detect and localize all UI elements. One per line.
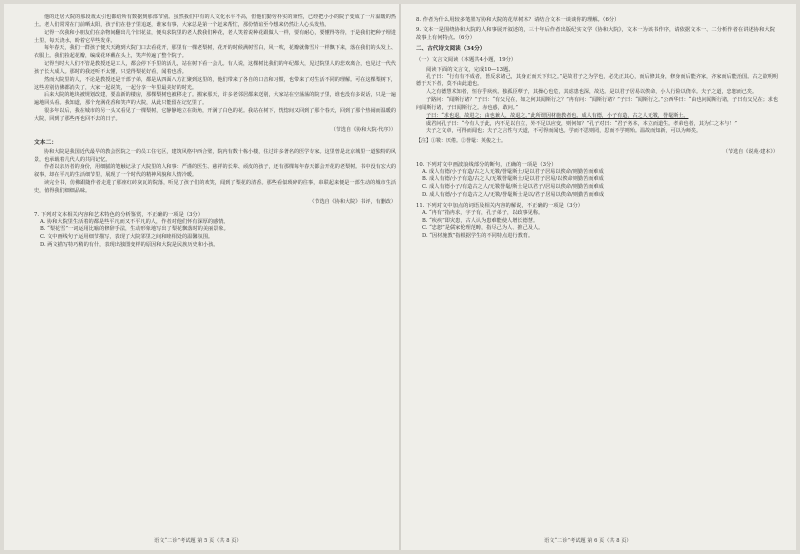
question-9: 9. 文本一是围绕协和大院的人和事展开叙述的，三十年后作者出版纪实文学《协和大院》，文本一为该书作序，请依据文本一、二分析作者在讲述协和大院故事上有何特点。（6分）	[416, 27, 775, 41]
option: D. 成人有德/小子有造古之人/无斁/誉髦斯士是以/君子居易以俟命/则勤苦而难成	[422, 191, 605, 198]
classical-paragraph: 人之有德慧术知者，恒存乎疢疾。独孤臣孽子，其操心也危，其虑患也深，故达。是以君子居易以俟命，小人行险以侥幸。夫子之道，忠恕而已矣。	[426, 89, 758, 96]
option: D. 两文描写特巧稍的有什，表现出独图变样的原因和大院是民族历史和小孩。	[40, 241, 219, 248]
option: A. 协和大院里生活着的都是些平凡而又不平凡的人，作者对他们怀有深厚的感情。	[40, 218, 229, 225]
page-footer: 语文“二诊”考试题 第 5 页（共 8 页）	[154, 538, 242, 544]
paragraph: 然而大院里的人，不论是教授还是干部子弟，都是从四面八方汇聚到这里的，他们带来了各自的口音和习惯，也带来了对生活不同的理解。可在这棵梨树下，这些差别仿佛都消失了，大家一起说笑，一起分享一年里最美好的时光。	[34, 76, 396, 91]
question-10: 10. 下列对文中画波浪线部分的断句，正确的一项是（3分）	[416, 161, 557, 168]
paragraph: 每年春天，我们一群孩子便天天跑到大院门口去看花开，那里有一棵老梨树，花开的时候满树雪白，风一吹，花瓣就像雪片一样飘下来，落在我们的头发上、衣服上。我们捡起花瓣，编成花环戴在头上，笑声传遍了整个院子。	[34, 45, 396, 60]
paragraph: 作者以亲历者的身份，用细腻的笔触记录了大院里的人和事：严谨的医生、慈祥的长辈、顽皮的孩子，还有那棵每年春天都会开花的老梨树。书中没有宏大的叙事，却在平凡的生活细节里，展现了一个时代的精神风貌和人情冷暖。	[34, 164, 396, 179]
classical-paragraph: 夫子之文章，可得而闻也；夫子之言性与天道，不可得而闻也。学而不思则罔，思而不学则殆。温故而知新，可以为师矣。	[426, 128, 702, 135]
text2-title: 文本二：	[34, 139, 58, 146]
page-footer: 语文“二诊”考试题 第 6 页（共 8 页）	[544, 538, 632, 544]
option: B. “疢疾”即灾患，古人认为患难能使人增长德慧。	[422, 217, 539, 224]
option: C. 文中画线句子运用细节描写，表现了大院邻里之间和睦相处的温馨氛围。	[40, 234, 214, 241]
option: A. 成人有德/小子有造/古之人无斁/誉髦斯士/是以君子居易以俟命/则勤苦而难成	[422, 168, 604, 175]
option: B. “梨花雪”一词运用比喻的修辞手法，生动形象地写出了梨花飘落时的美丽景象。	[40, 226, 229, 233]
question-7: 7. 下列对文本相关内容和艺术特色的分析鉴赏，不正确的一项是（3分）	[34, 211, 204, 218]
subsection-heading: （一）文言文阅读（本题共4小题，19分）	[416, 56, 517, 63]
source-citation: （节选自《协和大院》书评，有删改）	[309, 198, 396, 205]
question-11: 11. 下列对文中加点的词语及相关内容的解说，不正确的一项是（3分）	[416, 202, 584, 209]
classical-paragraph: 子路问：“闻斯行诸？”子曰：“有父兄在，如之何其闻斯行之？”冉有问：“闻斯行诸？”子曰：“闻斯行之。”公西华曰：“由也问闻斯行诸，子曰有父兄在；求也问闻斯行诸，子曰闻斯行之。赤也惑，敢问。”	[416, 97, 778, 111]
option: A. “冉有”指冉求，字子有，孔子弟子，以政事见称。	[422, 209, 544, 216]
question-8: 8. 作者为什么用较多笔墨写协和大院的花草树木？请结合文本一谈谈你的理解。（6分）	[416, 17, 620, 23]
paragraph: 后来大院的地块被规划改建，要盖新的楼房，那棵梨树也被移走了。搬家那天，许多老邻居都来送别，大家站在空荡荡的院子里，谁也没有多说话，只是一遍遍地回头看。我知道，那个充满花香和笑声的大院，从此只能留在记忆里了。	[34, 92, 396, 107]
section-heading: 二、古代诗文阅读（34分）	[416, 46, 486, 52]
source-citation: （节选自《协和大院·代序》）	[330, 126, 396, 133]
page-fold	[399, 4, 401, 550]
right-page	[416, 14, 778, 540]
reading-instruction: 阅读下面的文言文，完成10—13题。	[426, 66, 514, 73]
paragraph: 很多年以后，我在城市的另一头又看见了一棵梨树，它静静地立在街角，开满了白色的花。我站在树下，恍惚间又回到了那个春天，回到了那个热闹而温暖的大院，回到了那些再也回不去的日子。	[34, 108, 396, 122]
option: D. “因材施教”指根据学生的不同特点进行教育。	[422, 233, 534, 240]
left-page	[34, 14, 396, 540]
exam-sheet	[4, 4, 796, 550]
paragraph: 他的迁居大院的那段戏太引也都给所有数据到那部节别。虽然我们中有的人文化水平不高，但他们勤劳朴实的秉性，已经把小小的院子变成了一片温暖的热土。老人们常常在门前晒太阳，孩子们在巷子里追逐，谁家有事，大家总是第一个赶来帮忙，那份情谊至今想来仍然让人心头发热。	[34, 14, 396, 28]
annotation-note: 【注】①斁：厌倦。②誉髦：英俊之士。	[416, 138, 507, 145]
classical-paragraph: 子曰：“求也退，故进之；由也兼人，故退之。”此所谓因材施教者也。成人有德，小子有造，古之人无斁，誉髦斯士。	[426, 112, 689, 119]
option: B. 成人有德/小子有造/古之人/无斁誉髦斯士/是以君子居易/以俟命则勤苦而难成	[422, 176, 604, 183]
paragraph: 协和大院是我国近代最早的教会医院之一的员工住宅区，建筑风格中西合璧，院内有数十栋小楼，住过许多著名的医学专家。这里曾是北京城里一道独特的风景，也承载着几代人的共同记忆。	[34, 148, 396, 163]
source-citation: （节选自《说苑·建本》）	[722, 148, 778, 155]
option: C. 成人有德小子/有造古之人/无斁誉髦/斯士是以君子/居易以俟命/则勤苦而难成	[422, 184, 604, 191]
classical-paragraph: 孔子曰：“行有有不成者，皆反求诸己，其身正而天下归之。”是故君子之为学也，必先正其心，而后修其身，修身而后能齐家，齐家而后能治国。古之欲明明德于天下者，莫不由此道也。	[416, 73, 778, 88]
classical-paragraph: 虞君问孔子曰：“今有人于此，内不足以自立，外不足以应变，则何如？”孔子对曰：“君子务本，本立而道生。孝弟也者，其为仁之本与！”	[426, 120, 737, 127]
option: C. “忠恕”是儒家伦理范畴，指尽己为人、推己及人。	[422, 225, 544, 232]
paragraph: 记得一次我和小朋友们在杂物间翻出几个旧花盆，便央求院里的老人教我们种花，老人笑着说种花跟做人一样，要有耐心，要懂得等待，于是我们把种子埋进土里，每天浇水，盼着它早些发芽。	[34, 29, 396, 44]
paragraph: 读完全书，仿佛跟随作者走进了那座红砖灰瓦的院落，听见了孩子们的欢笑，闻到了梨花的清香。那些看似琐碎的往事，串联起来便是一部生动的城市生活史，值得我们细细品味。	[34, 180, 396, 194]
paragraph: 记得当时大人们不管是教授还是工人，都会停下手里的活儿，站在树下看一会儿。有人说，这棵树比我们的年纪都大，见过院里人的悲欢离合，也见过一代代孩子长大成人。那时的我还听不太懂，只觉得梨花好看，闻着也香。	[34, 61, 396, 75]
